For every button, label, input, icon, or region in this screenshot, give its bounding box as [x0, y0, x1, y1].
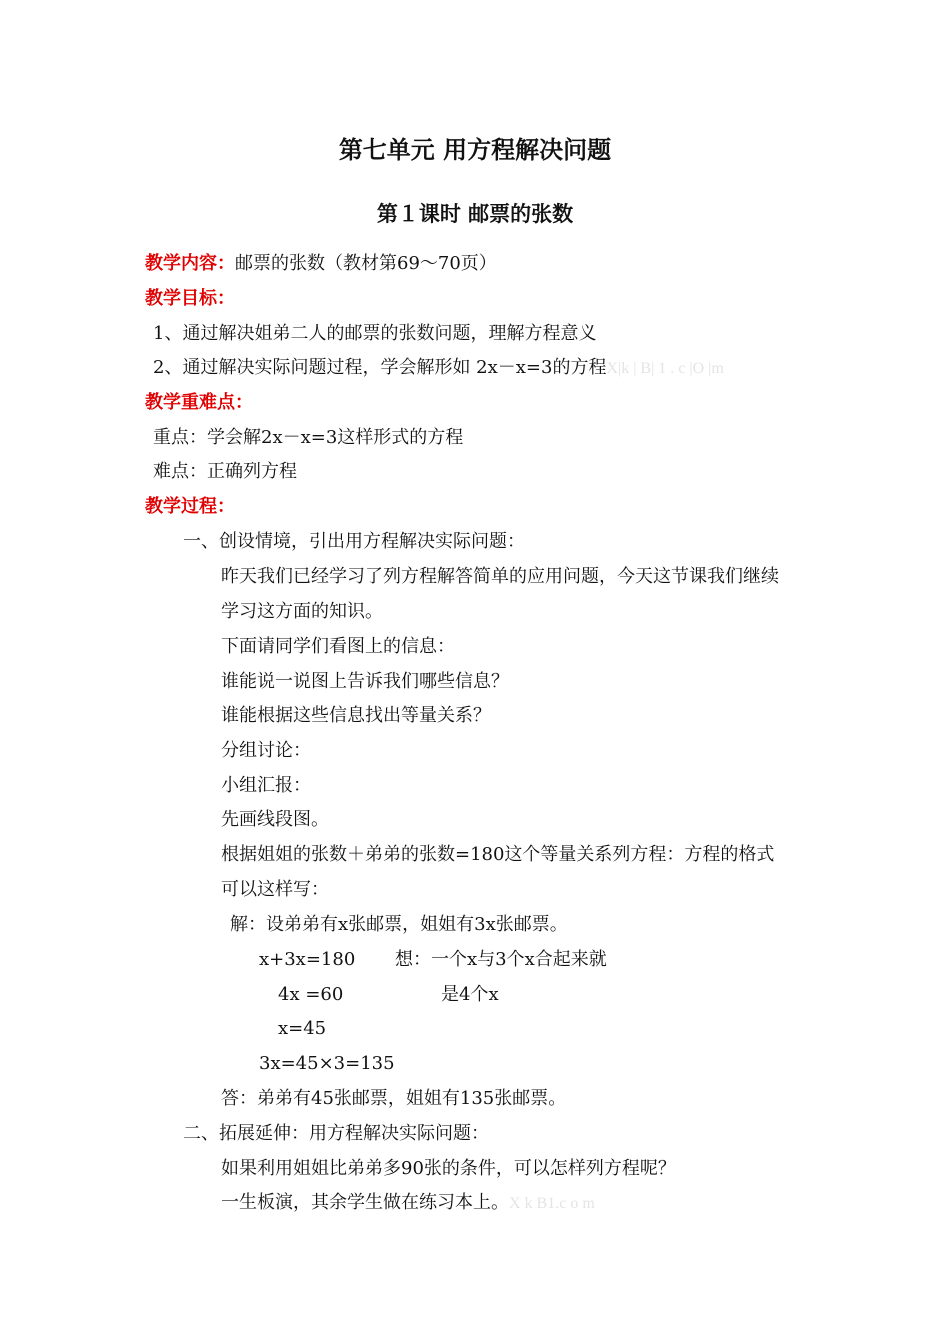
question-1: 如果利用姐姐比弟弟多90张的条件，可以怎样列方程呢？	[221, 1158, 676, 1179]
goal-2: 2、通过解决实际问题过程，学会解形如 2x－x=3的方程	[153, 357, 607, 378]
equation-4: 3x=45×3=135	[259, 1053, 395, 1074]
equation-1: x+3x=180	[259, 949, 356, 970]
paragraph-6: 小组汇报：	[221, 775, 311, 796]
content-label: 教学内容：	[145, 253, 235, 274]
watermark-text: X k B1.c o m	[509, 1195, 595, 1212]
section-1-heading: 一、创设情境，引出用方程解决实际问题：	[183, 531, 525, 552]
content-text: 邮票的张数（教材第69～70页）	[235, 253, 497, 274]
paragraph-1-line-1: 昨天我们已经学习了列方程解答简单的应用问题，今天这节课我们继续	[221, 566, 779, 587]
section-2-heading: 二、拓展延伸：用方程解决实际问题：	[183, 1123, 489, 1144]
page-title: 第七单元 用方程解决问题	[338, 136, 612, 164]
paragraph-2: 下面请同学们看图上的信息：	[221, 636, 455, 657]
lesson-subtitle: 第１课时 邮票的张数	[376, 202, 574, 226]
note-2: 是4个x	[441, 984, 499, 1005]
content-line	[145, 252, 497, 276]
paragraph-7: 先画线段图。	[221, 809, 329, 830]
question-2: 一生板演，其余学生做在练习本上。	[221, 1192, 509, 1213]
paragraph-8-line-1: 根据姐姐的张数＋弟弟的张数=180这个等量关系列方程：方程的格式	[221, 844, 775, 865]
paragraph-8-line-2: 可以这样写：	[221, 879, 329, 900]
paragraph-4: 谁能根据这些信息找出等量关系？	[221, 705, 491, 726]
equation-2: 4x =60	[278, 984, 344, 1005]
goal-2-line	[153, 356, 724, 381]
difficult-point: 难点：正确列方程	[153, 461, 297, 482]
goal-1: 1、通过解决姐弟二人的邮票的张数问题，理解方程意义	[153, 323, 597, 344]
answer: 答：弟弟有45张邮票，姐姐有135张邮票。	[221, 1088, 567, 1109]
paragraph-1-line-2: 学习这方面的知识。	[221, 601, 383, 622]
solution-intro: 解：设弟弟有x张邮票，姐姐有3x张邮票。	[230, 914, 568, 935]
goals-label: 教学目标：	[145, 288, 235, 309]
note-1: 想：一个x与3个x合起来就	[395, 949, 607, 970]
question-2-line	[221, 1191, 595, 1216]
key-point: 重点：学会解2x－x=3这样形式的方程	[153, 427, 464, 448]
equation-3: x=45	[278, 1018, 327, 1039]
paragraph-3: 谁能说一说图上告诉我们哪些信息？	[221, 671, 509, 692]
process-label: 教学过程：	[145, 496, 235, 517]
paragraph-5: 分组讨论：	[221, 740, 311, 761]
keypoints-label: 教学重难点：	[145, 392, 253, 413]
watermark-text: X|k | B| 1 . c |O |m	[606, 360, 724, 377]
